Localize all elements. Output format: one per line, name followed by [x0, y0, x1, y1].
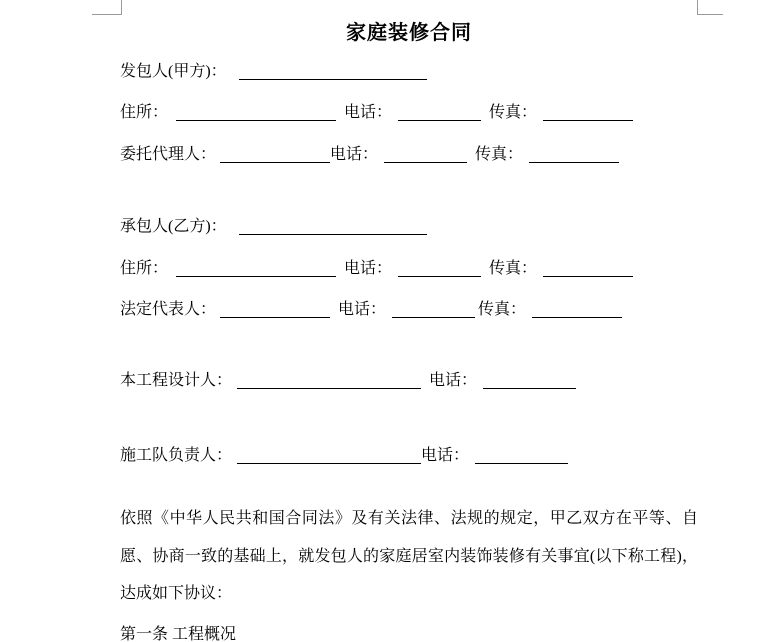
address-a-fax-blank[interactable] [543, 108, 633, 121]
address-b-phone-blank[interactable] [398, 264, 481, 277]
form-line-party-a [120, 62, 427, 82]
party-a-label: 发包人(甲方)： [120, 63, 227, 80]
text-boundary-mark-right-icon [697, 0, 723, 15]
legal-rep-phone-blank[interactable] [392, 305, 475, 318]
address-b-fax-blank[interactable] [543, 264, 633, 277]
document-title: 家庭装修合同 [346, 22, 472, 44]
address-a-fax-label: 传真： [489, 104, 538, 121]
designer-phone-blank[interactable] [483, 376, 576, 389]
address-b-blank[interactable] [176, 264, 336, 277]
address-a-phone-blank[interactable] [398, 108, 481, 121]
article-1-heading: 第一条 工程概况 [120, 626, 237, 642]
form-line-party-b [120, 217, 427, 237]
address-b-label: 住所： [120, 260, 169, 277]
legal-rep-fax-label: 传真： [478, 301, 527, 318]
agent-phone-label: 电话： [330, 146, 379, 163]
designer-label: 本工程设计人： [120, 372, 233, 389]
address-b-fax-label: 传真： [489, 260, 538, 277]
agent-fax-blank[interactable] [529, 150, 619, 163]
form-line-crew-leader [120, 446, 568, 466]
address-b-phone-label: 电话： [344, 260, 393, 277]
form-line-designer [120, 371, 576, 391]
designer-phone-label: 电话： [429, 372, 478, 389]
text-boundary-mark-left-icon [92, 0, 122, 15]
crew-leader-label: 施工队负责人： [120, 447, 233, 464]
agent-phone-blank[interactable] [384, 150, 467, 163]
party-b-blank[interactable] [239, 222, 427, 235]
form-line-legal-rep [120, 300, 622, 320]
crew-leader-phone-blank[interactable] [475, 451, 568, 464]
form-line-address-b [120, 259, 633, 279]
legal-rep-label: 法定代表人： [120, 301, 217, 318]
legal-rep-phone-label: 电话： [338, 301, 387, 318]
address-a-label: 住所： [120, 104, 169, 121]
party-a-blank[interactable] [239, 67, 427, 80]
crew-leader-blank[interactable] [237, 451, 421, 464]
crew-leader-phone-label: 电话： [421, 447, 470, 464]
agent-label: 委托代理人： [120, 146, 217, 163]
preamble-paragraph: 依照《中华人民共和国合同法》及有关法律、法规的规定，甲乙双方在平等、自愿、协商一致的基础上，就发包人的家庭居室内装饰装修有关事宜(以下称工程)，达成如下协议： [120, 510, 698, 602]
address-a-phone-label: 电话： [344, 104, 393, 121]
legal-rep-fax-blank[interactable] [532, 305, 622, 318]
legal-rep-blank[interactable] [220, 305, 330, 318]
form-line-address-a [120, 103, 633, 123]
form-line-agent [120, 145, 619, 165]
address-a-blank[interactable] [176, 108, 336, 121]
party-b-label: 承包人(乙方)： [120, 218, 227, 235]
agent-blank[interactable] [220, 150, 330, 163]
agent-fax-label: 传真： [475, 146, 524, 163]
designer-blank[interactable] [237, 376, 421, 389]
